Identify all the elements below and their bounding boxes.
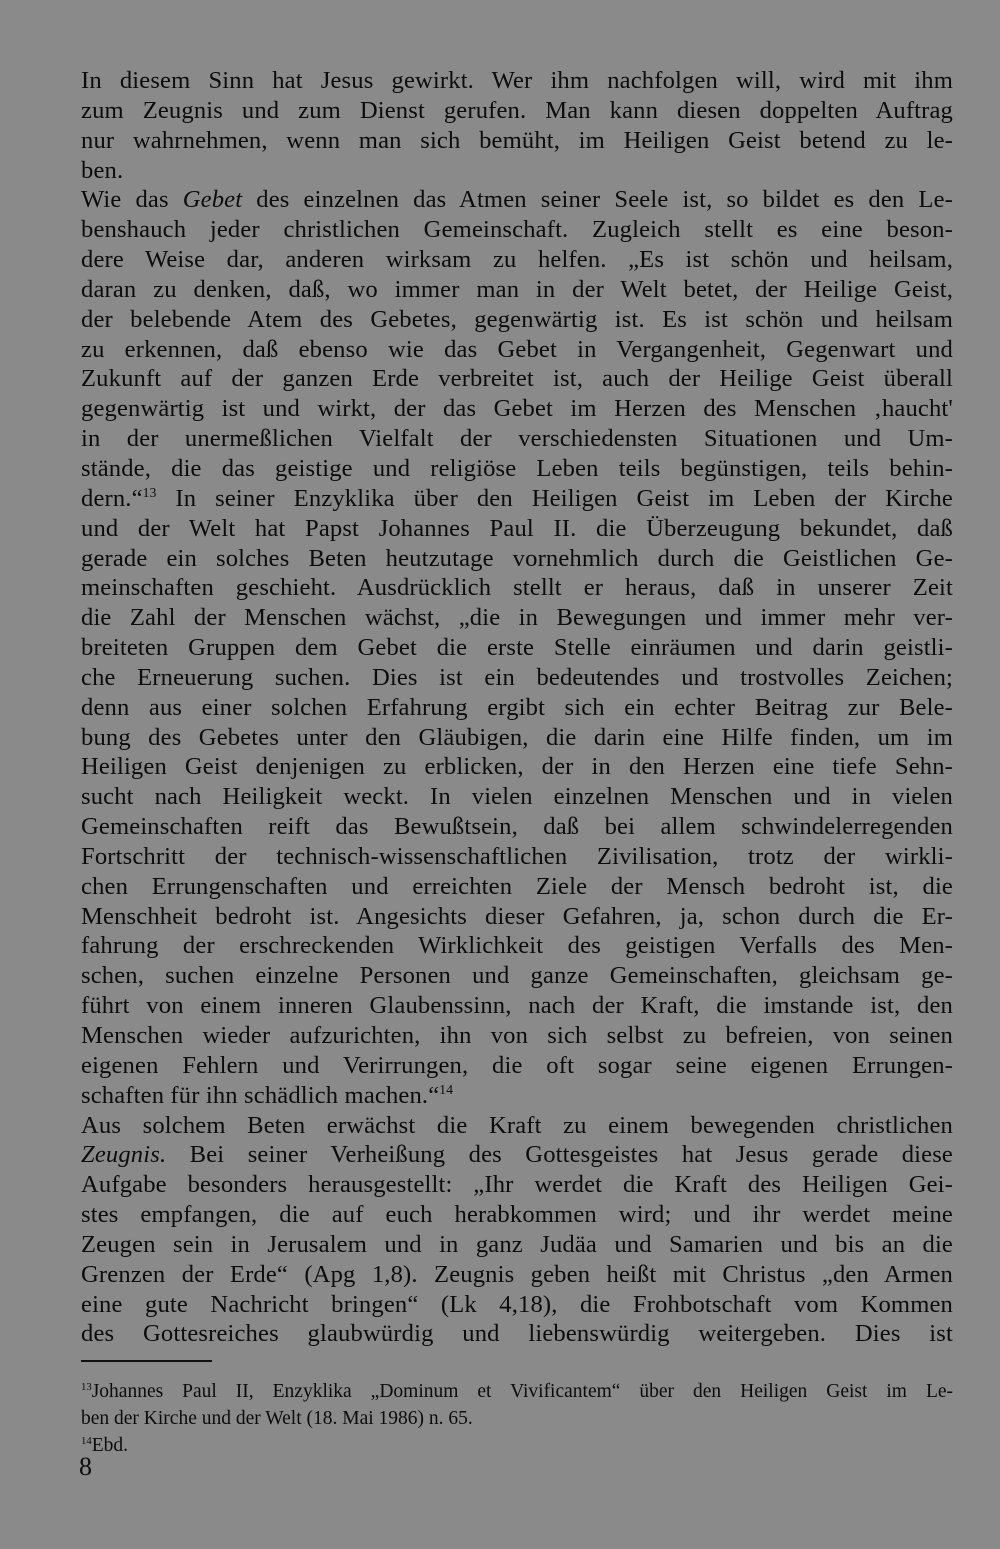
text-segment: eine gute Nachricht bringen“ (Lk 4,18), die Frohbotschaft vom Kommen: [81, 1290, 953, 1318]
text-line: [81, 663, 953, 693]
text-line: [81, 782, 953, 812]
text-line: [81, 1140, 953, 1170]
page-number: 8: [79, 1452, 92, 1481]
text-segment: Gemeinschaften reift das Bewußtsein, daß bei allem schwindelerregenden: [81, 813, 953, 841]
text-segment: chen Errungenschaften und erreichten Ziele der Mensch bedroht ist, die: [81, 872, 953, 900]
footnote-marker: 13: [142, 485, 157, 501]
text-segment: stes empfangen, die auf euch herabkommen wird; und ihr werdet meine: [81, 1201, 953, 1229]
text-line: [81, 573, 953, 603]
text-segment: führt von einem inneren Glaubenssinn, nach der Kraft, die imstande ist, den: [81, 992, 953, 1020]
text-line: [81, 96, 953, 126]
text-line: [81, 1319, 953, 1349]
text-segment: sucht nach Heiligkeit weckt. In vielen einzelnen Menschen und in vielen: [81, 783, 953, 811]
text-segment: Aus solchem Beten erwächst die Kraft zu einem bewegenden christlichen: [81, 1111, 953, 1139]
text-line: [81, 1111, 953, 1141]
text-line: [81, 1290, 953, 1320]
text-segment: che Erneuerung suchen. Dies ist ein bedeutendes und trostvolles Zeichen;: [81, 663, 953, 691]
text-line: [81, 1051, 953, 1081]
text-segment: die Zahl der Menschen wächst, „die in Bewegungen und immer mehr ver-: [81, 604, 953, 632]
text-segment: der belebende Atem des Gebetes, gegenwärtig ist. Es ist schön und heilsam: [81, 305, 953, 333]
text-segment: des Gottesreiches glaubwürdig und liebenswürdig weitergeben. Dies ist: [81, 1320, 953, 1348]
text-segment: Ebd.: [91, 1435, 129, 1456]
text-segment: benshauch jeder christlichen Gemeinschaft. Zugleich stellt es eine beson-: [81, 216, 953, 244]
text-segment: In diesem Sinn hat Jesus gewirkt. Wer ihm nachfolgen will, wird mit ihm: [81, 67, 953, 94]
text-line: [81, 991, 953, 1021]
text-segment: Heiligen Geist denjenigen zu erblicken, der in den Herzen eine tiefe Sehn-: [81, 753, 953, 781]
text-line: [81, 842, 953, 872]
text-segment: zu erkennen, daß ebenso wie das Gebet in Vergangenheit, Gegenwart und: [81, 335, 953, 363]
text-line: [81, 872, 953, 902]
footnotes: [81, 1378, 953, 1459]
text-line: [81, 1260, 953, 1290]
text-line: [81, 364, 953, 394]
text-segment: Menschen wieder aufzurichten, ihn von sich selbst zu befreien, von seinen: [81, 1022, 953, 1049]
text-line: [81, 126, 953, 156]
footnote-marker: 13: [81, 1381, 92, 1394]
text-line: [81, 215, 953, 245]
text-line: [81, 1230, 953, 1260]
text-segment: zum Zeugnis und zum Dienst gerufen. Man kann diesen doppelten Auftrag: [81, 96, 953, 124]
text-segment: gegenwärtig ist und wirkt, der das Gebet im Herzen des Menschen ‚haucht': [81, 395, 953, 423]
text-line: [81, 394, 953, 424]
text-segment: daran zu denken, daß, wo immer man in der Welt betet, der Heilige Geist,: [81, 275, 953, 303]
footnote-marker: 14: [81, 1435, 92, 1448]
emphasized-word: Gebet: [182, 186, 243, 214]
text-segment: denn aus einer solchen Erfahrung ergibt sich ein echter Beitrag zur Bele-: [81, 693, 953, 721]
text-line: [81, 305, 953, 335]
text-line: [81, 66, 953, 96]
body-text: [81, 66, 953, 1349]
text-line: [81, 156, 953, 186]
text-segment: fahrung der erschreckenden Wirklichkeit des geistigen Verfalls des Men-: [81, 932, 953, 960]
text-line: [81, 514, 953, 544]
text-line: [81, 752, 953, 782]
text-segment: schen, suchen einzelne Personen und ganze Gemeinschaften, gleichsam ge-: [81, 962, 953, 990]
text-segment: in der unermeßlichen Vielfalt der verschiedensten Situationen und Um-: [81, 425, 953, 453]
text-line: [81, 961, 953, 991]
text-segment: Fortschritt der technisch-wissenschaftlichen Zivilisation, trotz der wirkli-: [81, 842, 953, 870]
footnote-line: [81, 1432, 953, 1459]
text-segment: des einzelnen das Atmen seiner Seele ist, so bildet es den Le-: [242, 186, 953, 214]
text-segment: ben.: [81, 156, 124, 184]
text-segment: Grenzen der Erde“ (Apg 1,8). Zeugnis geben heißt mit Christus „den Armen: [81, 1260, 953, 1288]
text-line: [81, 902, 953, 932]
text-segment: Aufgabe besonders herausgestellt: „Ihr werdet die Kraft des Heiligen Gei-: [81, 1171, 953, 1199]
footnote-line: [81, 1405, 953, 1432]
text-line: [81, 812, 953, 842]
text-segment: In seiner Enzyklika über den Heiligen Geist im Leben der Kirche: [156, 484, 953, 512]
footnote-separator: [81, 1360, 212, 1362]
text-line: [81, 185, 953, 215]
text-line: [81, 1170, 953, 1200]
text-segment: gerade ein solches Beten heutzutage vornehmlich durch die Geistlichen Ge-: [81, 544, 953, 572]
text-segment: Menschheit bedroht ist. Angesichts dieser Gefahren, ja, schon durch die Er-: [81, 902, 953, 930]
text-line: [81, 484, 953, 514]
text-line: [81, 454, 953, 484]
text-line: [81, 1081, 953, 1111]
text-segment: Johannes Paul II, Enzyklika „Dominum et Vivificantem“ über den Heiligen Geist im Le-: [91, 1381, 953, 1402]
text-line: [81, 1200, 953, 1230]
text-segment: ben der Kirche und der Welt (18. Mai 1986) n. 65.: [81, 1408, 473, 1429]
text-line: [81, 335, 953, 365]
emphasized-word: Zeugnis.: [81, 1141, 167, 1169]
text-line: [81, 245, 953, 275]
text-segment: Bei seiner Verheißung des Gottesgeistes hat Jesus gerade diese: [166, 1141, 953, 1169]
text-line: [81, 723, 953, 753]
text-line: [81, 424, 953, 454]
text-segment: Zukunft auf der ganzen Erde verbreitet ist, auch der Heilige Geist überall: [81, 365, 953, 393]
text-segment: bung des Gebetes unter den Gläubigen, die darin eine Hilfe finden, um im: [81, 723, 953, 751]
text-line: [81, 544, 953, 574]
text-line: [81, 603, 953, 633]
footnote-line: [81, 1378, 953, 1405]
text-segment: und der Welt hat Papst Johannes Paul II. die Überzeugung bekundet, daß: [81, 514, 953, 542]
text-segment: Zeugen sein in Jerusalem und in ganz Judäa und Samarien und bis an die: [81, 1230, 953, 1258]
text-segment: dere Weise dar, anderen wirksam zu helfen. „Es ist schön und heilsam,: [81, 246, 953, 274]
text-segment: nur wahrnehmen, wenn man sich bemüht, im Heiligen Geist betend zu le-: [81, 126, 953, 154]
text-segment: dern.“: [81, 484, 143, 512]
text-segment: eigenen Fehlern und Verirrungen, die oft sogar seine eigenen Errungen-: [81, 1051, 953, 1079]
footnote-marker: 14: [439, 1081, 454, 1097]
text-segment: breiteten Gruppen dem Gebet die erste Stelle einräumen und darin geistli-: [81, 634, 953, 662]
text-line: [81, 931, 953, 961]
text-line: [81, 275, 953, 305]
text-segment: meinschaften geschieht. Ausdrücklich stellt er heraus, daß in unserer Zeit: [81, 574, 953, 602]
text-segment: stände, die das geistige und religiöse Leben teils begünstigen, teils behin-: [81, 454, 953, 482]
text-line: [81, 1021, 953, 1051]
text-line: [81, 693, 953, 723]
text-segment: schaften für ihn schädlich machen.“: [81, 1081, 440, 1109]
text-segment: Wie das: [81, 186, 183, 214]
text-line: [81, 633, 953, 663]
